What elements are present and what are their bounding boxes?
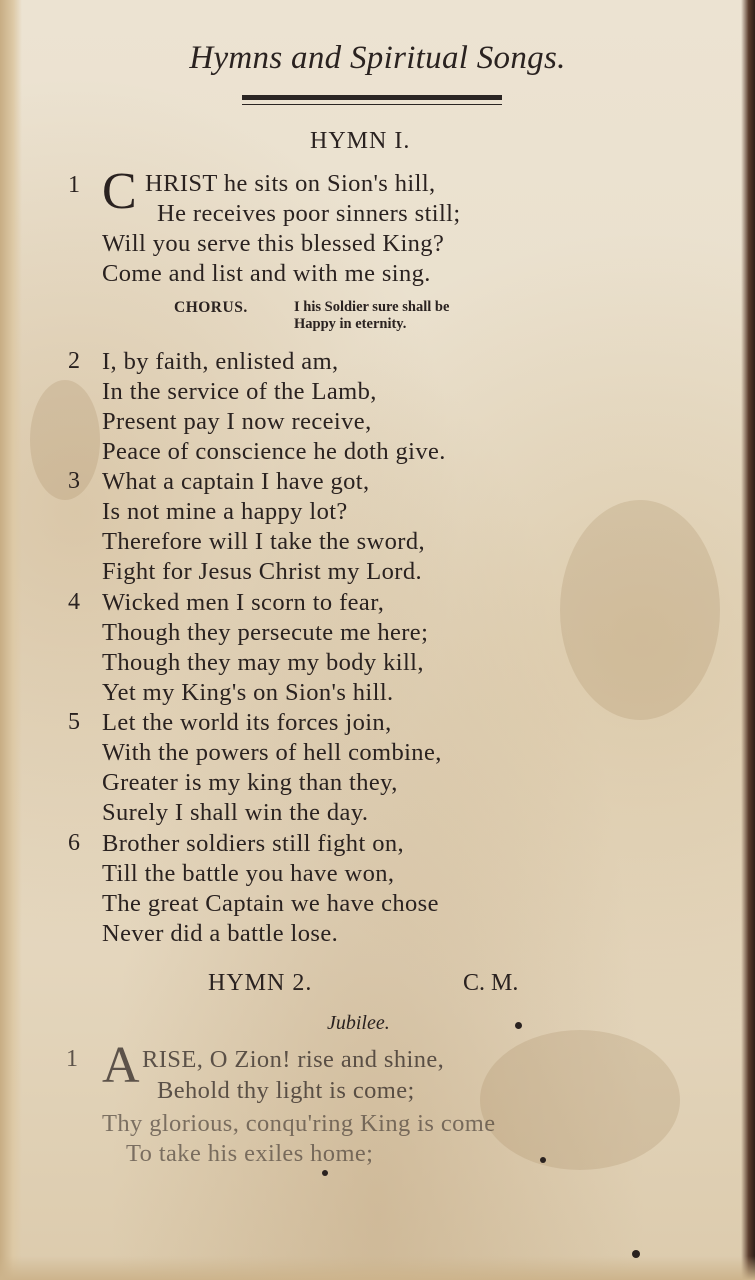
hymn-2-meter: C. M. [463, 970, 519, 996]
book-spine-edge [741, 0, 755, 1280]
header-rule-thin [242, 104, 502, 105]
verse-line: Never did a battle lose. [102, 920, 339, 947]
verse-line: Therefore will I take the sword, [102, 528, 426, 555]
paper-stain [30, 380, 100, 500]
verse-line: What a captain I have got, [102, 468, 370, 495]
verse-line: RISE, O Zion! rise and shine, [142, 1046, 445, 1073]
verse-line: Brother soldiers still fight on, [102, 830, 405, 857]
drop-cap: C [102, 163, 137, 220]
page-left-edge [0, 0, 22, 1280]
verse-number: 6 [68, 830, 80, 856]
running-head: Hymns and Spiritual Songs. [189, 40, 566, 76]
hymn-1-title: HYMN I. [310, 128, 411, 154]
tune-name: Jubilee. [327, 1012, 390, 1034]
ink-speck [632, 1250, 640, 1258]
chorus-line: I his Soldier sure shall be [294, 299, 450, 315]
paper-stain [560, 500, 720, 720]
verse-line: Will you serve this blessed King? [102, 230, 445, 257]
hymn-2-title: HYMN 2. [208, 970, 313, 996]
verse-line: To take his exiles home; [126, 1140, 374, 1167]
verse-line: HRIST he sits on Sion's hill, [145, 170, 436, 197]
verse-number: 4 [68, 589, 80, 615]
verse-line: Surely I shall win the day. [102, 799, 369, 826]
chorus-label: CHORUS. [174, 299, 248, 316]
verse-line: I, by faith, enlisted am, [102, 348, 339, 375]
verse-line: The great Captain we have chose [102, 890, 439, 917]
verse-line: He receives poor sinners still; [157, 200, 461, 227]
verse-line: Though they may my body kill, [102, 649, 424, 676]
verse-line: In the service of the Lamb, [102, 378, 377, 405]
chorus-line: Happy in eternity. [294, 316, 407, 332]
verse-line: Let the world its forces join, [102, 709, 392, 736]
verse-line: Wicked men I scorn to fear, [102, 589, 385, 616]
drop-cap: A [102, 1037, 140, 1094]
verse-line: Behold thy light is come; [157, 1077, 415, 1104]
verse-line: Come and list and with me sing. [102, 260, 431, 287]
verse-line: Till the battle you have won, [102, 860, 395, 887]
verse-line: Peace of conscience he doth give. [102, 438, 446, 465]
header-rule-thick [242, 95, 502, 100]
verse-line: Is not mine a happy lot? [102, 498, 348, 525]
verse-number: 3 [68, 468, 80, 494]
verse-number: 1 [66, 1046, 78, 1072]
paper-stain [480, 1030, 680, 1170]
verse-number: 1 [68, 172, 80, 198]
ink-speck [540, 1157, 546, 1163]
verse-line: Greater is my king than they, [102, 769, 398, 796]
verse-line: Though they persecute me here; [102, 619, 429, 646]
verse-line: With the powers of hell combine, [102, 739, 442, 766]
ink-speck [322, 1170, 328, 1176]
verse-line: Present pay I now receive, [102, 408, 372, 435]
page-bottom-edge [0, 1256, 755, 1280]
verse-line: Fight for Jesus Christ my Lord. [102, 558, 423, 585]
verse-line: Yet my King's on Sion's hill. [102, 679, 394, 706]
ink-speck [515, 1022, 522, 1029]
verse-line: Thy glorious, conqu'ring King is come [102, 1110, 496, 1137]
verse-number: 5 [68, 709, 80, 735]
verse-number: 2 [68, 348, 80, 374]
